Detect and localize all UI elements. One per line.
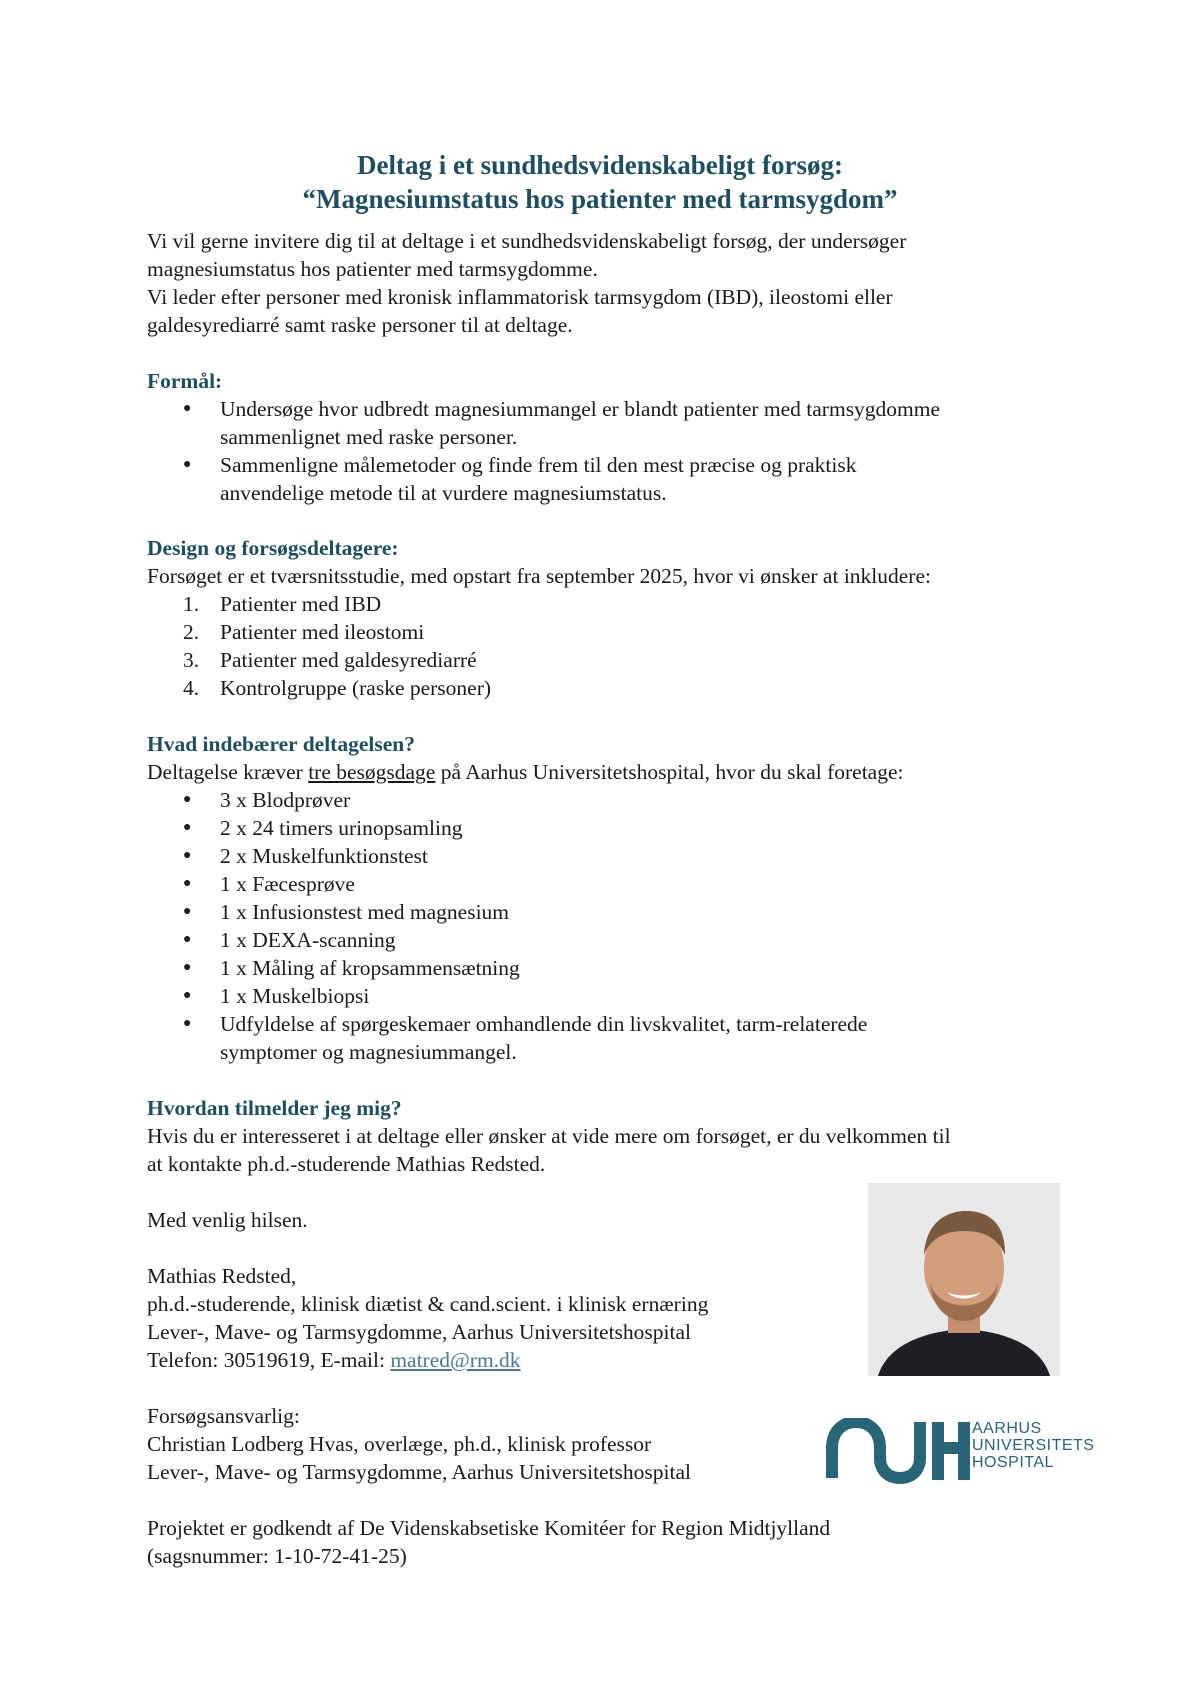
bullet-icon: ● [183,457,192,472]
tilmelding-text: Hvis du er interesseret i at deltage eller ønsker at vide mere om forsøget, er du velkommen til [147,1124,951,1148]
heading-formaal: Formål: [147,369,223,393]
bullet-icon: ● [183,792,192,807]
bullet-icon: ● [183,401,192,416]
portrait-photo [868,1183,1060,1376]
list-item: 1 x Infusionstest med magnesium [220,900,510,924]
list-item: Patienter med ileostomi [220,620,425,644]
logo-text: AARHUS UNIVERSITETS HOSPITAL [972,1420,1095,1471]
list-number: 4. [183,676,200,700]
person-icon [868,1183,1060,1376]
list-item: 1 x DEXA-scanning [220,928,396,952]
intro-line: galdesyrediarré samt raske personer til at deltage. [147,313,573,337]
greeting: Med venlig hilsen. [147,1208,308,1232]
contact-dept: Lever-, Mave- og Tarmsygdomme, Aarhus Universitetshospital [147,1320,692,1344]
list-item: 1 x Måling af kropsammensætning [220,956,520,980]
list-item: Sammenligne målemetoder og finde frem til den mest præcise og praktisk [220,453,857,477]
list-item: Patienter med IBD [220,592,382,616]
bullet-icon: ● [183,904,192,919]
list-item: 3 x Blodprøver [220,788,351,812]
heading-tilmelding: Hvordan tilmelder jeg mig? [147,1096,402,1120]
title-line-1: Deltag i et sundhedsvidenskabeligt forsøg: [356,150,844,180]
heading-deltagelse: Hvad indebærer deltagelsen? [147,732,415,756]
contact-name: Mathias Redsted, [147,1264,297,1288]
list-item: Undersøge hvor udbredt magnesiummangel er blandt patienter med tarmsygdomme [220,397,941,421]
intro-line: magnesiumstatus hos patienter med tarmsygdomme. [147,257,598,281]
list-item: Kontrolgruppe (raske personer) [220,676,492,700]
list-item: sammenlignet med raske personer. [220,425,518,449]
underlined-text: tre besøgsdage [308,760,436,784]
deltagelse-text: Deltagelse kræver tre besøgsdage på Aarhus Universitetshospital, hvor du skal foretage: [147,760,904,784]
list-item: symptomer og magnesiummangel. [220,1040,517,1064]
bullet-icon: ● [183,1016,192,1031]
tilmelding-text: at kontakte ph.d.-studerende Mathias Redsted. [147,1152,546,1176]
design-text: Forsøget er et tværsnitsstudie, med opstart fra september 2025, hvor vi ønsker at inkludere: [147,564,931,588]
list-number: 2. [183,620,200,644]
title-line-2: “Magnesiumstatus hos patienter med tarmsygdom” [302,184,898,214]
bullet-icon: ● [183,988,192,1003]
list-item: 2 x 24 timers urinopsamling [220,816,463,840]
list-item: 1 x Muskelbiopsi [220,984,370,1008]
approval-text: Projektet er godkendt af De Videnskabsetiske Komitéer for Region Midtjylland [147,1516,831,1540]
list-item: anvendelige metode til at vurdere magnesiumstatus. [220,481,667,505]
responsible-name: Christian Lodberg Hvas, overlæge, ph.d., klinisk professor [147,1432,652,1456]
intro-line: Vi leder efter personer med kronisk inflammatorisk tarmsygdom (IBD), ileostomi eller [147,285,893,309]
bullet-icon: ● [183,820,192,835]
bullet-icon: ● [183,876,192,891]
list-number: 3. [183,648,200,672]
responsible-label: Forsøgsansvarlig: [147,1404,300,1428]
list-item: Patienter med galdesyrediarré [220,648,477,672]
bullet-icon: ● [183,848,192,863]
list-item: Udfyldelse af spørgeskemaer omhandlende din livskvalitet, tarm-relaterede [220,1012,868,1036]
approval-text: (sagsnummer: 1-10-72-41-25) [147,1544,407,1568]
list-item: 2 x Muskelfunktionstest [220,844,428,868]
heading-design: Design og forsøgsdeltagere: [147,536,399,560]
list-item: 1 x Fæcesprøve [220,872,355,896]
bullet-icon: ● [183,960,192,975]
contact-phone: Telefon: 30519619, E-mail: matred@rm.dk [147,1348,521,1372]
list-number: 1. [183,592,200,616]
responsible-dept: Lever-, Mave- og Tarmsygdomme, Aarhus Universitetshospital [147,1460,692,1484]
intro-line: Vi vil gerne invitere dig til at deltage i et sundhedsvidenskabeligt forsøg, der undersøger [147,229,907,253]
contact-role: ph.d.-studerende, klinisk diætist & cand.scient. i klinisk ernæring [147,1292,709,1316]
email-link[interactable]: matred@rm.dk [390,1348,521,1372]
bullet-icon: ● [183,932,192,947]
